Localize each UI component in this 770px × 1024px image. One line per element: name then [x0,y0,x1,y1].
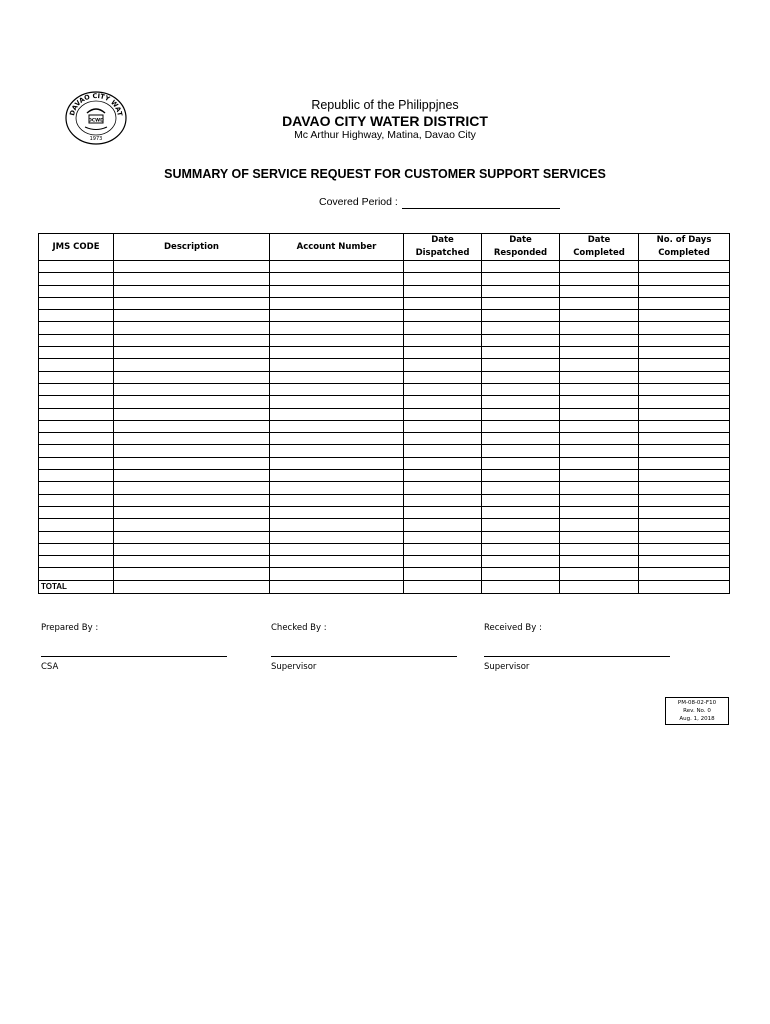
table-cell[interactable] [482,420,560,432]
table-cell[interactable] [560,494,639,506]
revision-date: Aug. 1, 2018 [679,716,715,722]
table-cell[interactable] [639,383,730,395]
table-cell[interactable] [270,470,404,482]
table-row [39,457,730,469]
table-cell[interactable] [270,347,404,359]
table-cell[interactable] [404,297,482,309]
table-cell[interactable] [270,359,404,371]
received-by-signature-line[interactable] [484,656,670,657]
table-cell[interactable] [270,383,404,395]
prepared-by-signature-line[interactable] [41,656,227,657]
table-cell[interactable] [560,457,639,469]
table-cell[interactable] [404,457,482,469]
table-cell[interactable] [270,519,404,531]
table-cell[interactable] [482,531,560,543]
table-cell[interactable] [639,543,730,555]
table-cell[interactable] [270,457,404,469]
table-cell[interactable] [39,433,114,445]
table-cell[interactable] [560,334,639,346]
table-cell[interactable] [639,347,730,359]
table-cell[interactable] [39,285,114,297]
table-cell[interactable] [39,506,114,518]
table-cell[interactable] [560,371,639,383]
table-cell[interactable] [560,297,639,309]
covered-period-label: Covered Period : [319,196,398,208]
table-cell[interactable] [114,470,270,482]
total-label: TOTAL [39,580,114,594]
table-row [39,470,730,482]
table-cell[interactable] [39,531,114,543]
table-row [39,371,730,383]
table-cell[interactable] [114,261,270,273]
total-cell[interactable] [639,580,730,594]
table-cell[interactable] [482,359,560,371]
table-cell[interactable] [482,506,560,518]
total-cell[interactable] [114,580,270,594]
total-cell[interactable] [270,580,404,594]
table-cell[interactable] [39,445,114,457]
table-cell[interactable] [404,568,482,580]
organization-name: DAVAO CITY WATER DISTRICT [282,113,488,129]
table-row [39,322,730,334]
table-cell[interactable] [639,261,730,273]
table-cell[interactable] [482,273,560,285]
table-cell[interactable] [639,494,730,506]
table-cell[interactable] [639,519,730,531]
table-cell[interactable] [270,543,404,555]
table-cell[interactable] [39,297,114,309]
table-cell[interactable] [270,531,404,543]
column-header: Date Responded [482,234,560,261]
table-cell[interactable] [114,322,270,334]
table-cell[interactable] [114,273,270,285]
table-cell[interactable] [639,556,730,568]
table-cell[interactable] [404,359,482,371]
table-cell[interactable] [270,568,404,580]
table-cell[interactable] [404,396,482,408]
table-cell[interactable] [114,334,270,346]
table-cell[interactable] [39,408,114,420]
table-cell[interactable] [39,556,114,568]
form-code: PM-08-02-F10 [677,700,717,706]
table-cell[interactable] [39,396,114,408]
table-cell[interactable] [482,322,560,334]
table-cell[interactable] [114,359,270,371]
total-cell[interactable] [560,580,639,594]
table-cell[interactable] [482,457,560,469]
table-row [39,396,730,408]
table-cell[interactable] [114,383,270,395]
table-cell[interactable] [404,383,482,395]
table-row [39,506,730,518]
table-cell[interactable] [482,494,560,506]
table-cell[interactable] [482,408,560,420]
table-row [39,482,730,494]
table-row [39,383,730,395]
table-cell[interactable] [560,347,639,359]
table-cell[interactable] [39,310,114,322]
checked-by-role: Supervisor [271,662,317,672]
total-cell[interactable] [404,580,482,594]
table-cell[interactable] [404,322,482,334]
table-cell[interactable] [560,556,639,568]
table-cell[interactable] [39,543,114,555]
table-cell[interactable] [639,334,730,346]
table-row [39,261,730,273]
table-cell[interactable] [114,297,270,309]
table-row [39,285,730,297]
table-cell[interactable] [560,310,639,322]
table-row [39,494,730,506]
table-cell[interactable] [270,433,404,445]
table-cell[interactable] [560,531,639,543]
table-row [39,433,730,445]
table-cell[interactable] [270,334,404,346]
table-cell[interactable] [482,433,560,445]
table-cell[interactable] [560,470,639,482]
table-row [39,273,730,285]
table-cell[interactable] [404,531,482,543]
table-cell[interactable] [639,310,730,322]
table-cell[interactable] [404,408,482,420]
table-cell[interactable] [404,445,482,457]
table-cell[interactable] [560,408,639,420]
table-cell[interactable] [270,420,404,432]
table-cell[interactable] [639,433,730,445]
table-cell[interactable] [404,556,482,568]
table-cell[interactable] [39,273,114,285]
table-cell[interactable] [114,347,270,359]
table-cell[interactable] [39,519,114,531]
table-cell[interactable] [39,457,114,469]
table-cell[interactable] [114,531,270,543]
table-cell[interactable] [639,445,730,457]
table-cell[interactable] [560,543,639,555]
table-cell[interactable] [39,261,114,273]
table-row [39,519,730,531]
table-row [39,568,730,580]
covered-period-field[interactable] [402,208,560,209]
table-cell[interactable] [560,445,639,457]
table-cell[interactable] [404,494,482,506]
prepared-by-label: Prepared By : [41,623,99,633]
svg-text:1973: 1973 [89,136,103,142]
table-cell[interactable] [270,322,404,334]
column-header: Description [114,234,270,261]
table-body [39,261,730,594]
table-cell[interactable] [639,408,730,420]
table-row [39,543,730,555]
table-cell[interactable] [560,261,639,273]
table-cell[interactable] [39,334,114,346]
table-cell[interactable] [270,273,404,285]
table-row [39,556,730,568]
table-cell[interactable] [114,396,270,408]
table-cell[interactable] [560,482,639,494]
table-cell[interactable] [482,543,560,555]
table-cell[interactable] [404,347,482,359]
table-cell[interactable] [482,261,560,273]
table-cell[interactable] [560,433,639,445]
table-cell[interactable] [639,396,730,408]
table-cell[interactable] [39,347,114,359]
table-cell[interactable] [39,322,114,334]
table-cell[interactable] [404,371,482,383]
table-cell[interactable] [39,383,114,395]
table-cell[interactable] [482,445,560,457]
table-row [39,347,730,359]
table-cell[interactable] [482,383,560,395]
table-cell[interactable] [482,310,560,322]
table-cell[interactable] [639,359,730,371]
checked-by-label: Checked By : [271,623,327,633]
table-cell[interactable] [639,322,730,334]
table-cell[interactable] [114,568,270,580]
form-code-box [665,697,729,725]
column-header: JMS CODE [39,234,114,261]
table-cell[interactable] [482,482,560,494]
table-cell[interactable] [560,519,639,531]
column-header: Date Completed [560,234,639,261]
table-cell[interactable] [270,297,404,309]
received-by-role: Supervisor [484,662,530,672]
total-cell[interactable] [482,580,560,594]
table-cell[interactable] [482,347,560,359]
table-cell[interactable] [270,310,404,322]
table-cell[interactable] [114,408,270,420]
table-cell[interactable] [404,543,482,555]
table-cell[interactable] [482,556,560,568]
table-cell[interactable] [404,334,482,346]
table-cell[interactable] [114,556,270,568]
table-cell[interactable] [114,494,270,506]
table-cell[interactable] [404,506,482,518]
table-cell[interactable] [39,420,114,432]
table-cell[interactable] [482,285,560,297]
table-row [39,297,730,309]
table-cell[interactable] [560,322,639,334]
table-cell[interactable] [114,420,270,432]
table-cell[interactable] [639,457,730,469]
table-cell[interactable] [404,285,482,297]
table-header-row [39,234,730,261]
table-cell[interactable] [639,531,730,543]
table-cell[interactable] [639,506,730,518]
table-cell[interactable] [560,359,639,371]
table-cell[interactable] [404,433,482,445]
received-by-label: Received By : [484,623,542,633]
table-cell[interactable] [39,494,114,506]
table-cell[interactable] [270,556,404,568]
table-cell[interactable] [404,420,482,432]
checked-by-signature-line[interactable] [271,656,457,657]
table-cell[interactable] [560,383,639,395]
form-title: SUMMARY OF SERVICE REQUEST FOR CUSTOMER SUPPORT SERVICES [164,167,606,181]
table-cell[interactable] [270,506,404,518]
svg-text:DAVAO CITY WATER DISTRICT: DAVAO CITY WAT [68,91,124,117]
table-cell[interactable] [39,482,114,494]
table-cell[interactable] [482,297,560,309]
table-cell[interactable] [639,470,730,482]
table-cell[interactable] [270,261,404,273]
table-cell[interactable] [482,396,560,408]
table-cell[interactable] [404,310,482,322]
table-row [39,334,730,346]
table-cell[interactable] [114,310,270,322]
table-row [39,359,730,371]
table-cell[interactable] [404,519,482,531]
table-row [39,445,730,457]
table-cell[interactable] [114,482,270,494]
table-cell[interactable] [39,568,114,580]
table-cell[interactable] [404,482,482,494]
table-cell[interactable] [114,445,270,457]
table-cell[interactable] [39,371,114,383]
table-cell[interactable] [270,445,404,457]
table-cell[interactable] [560,420,639,432]
table-cell[interactable] [560,568,639,580]
table-cell[interactable] [482,470,560,482]
table-cell[interactable] [560,506,639,518]
column-header: No. of Days Completed [639,234,730,261]
table-cell[interactable] [39,359,114,371]
table-cell[interactable] [404,273,482,285]
prepared-by-role: CSA [41,662,59,672]
table-cell[interactable] [639,482,730,494]
table-row [39,531,730,543]
table-cell[interactable] [270,371,404,383]
revision-number: Rev. No. 0 [683,708,711,714]
table-cell[interactable] [270,494,404,506]
table-row [39,310,730,322]
table-cell[interactable] [404,261,482,273]
organization-address: Mc Arthur Highway, Matina, Davao City [294,129,476,141]
table-cell[interactable] [639,568,730,580]
total-row [39,580,730,594]
table-cell[interactable] [114,543,270,555]
table-cell[interactable] [270,285,404,297]
table-cell[interactable] [560,396,639,408]
table-cell[interactable] [482,371,560,383]
table-cell[interactable] [560,273,639,285]
table-row [39,420,730,432]
service-request-table [38,233,730,594]
country-heading: Republic of the Philippjnes [311,98,459,112]
table-row [39,408,730,420]
table-cell[interactable] [639,297,730,309]
table-cell[interactable] [114,433,270,445]
table-cell[interactable] [270,408,404,420]
table-cell[interactable] [270,396,404,408]
table-cell[interactable] [270,482,404,494]
table-cell[interactable] [114,506,270,518]
table-cell[interactable] [482,519,560,531]
svg-text:DCWD: DCWD [88,118,104,124]
table-cell[interactable] [39,470,114,482]
table-cell[interactable] [114,519,270,531]
table-cell[interactable] [639,420,730,432]
table-cell[interactable] [482,334,560,346]
column-header: Date Dispatched [404,234,482,261]
table-cell[interactable] [639,273,730,285]
table-cell[interactable] [114,371,270,383]
table-cell[interactable] [404,470,482,482]
table-cell[interactable] [639,285,730,297]
table-cell[interactable] [482,568,560,580]
table-cell[interactable] [639,371,730,383]
table-cell[interactable] [114,285,270,297]
table-cell[interactable] [560,285,639,297]
table-cell[interactable] [114,457,270,469]
column-header: Account Number [270,234,404,261]
